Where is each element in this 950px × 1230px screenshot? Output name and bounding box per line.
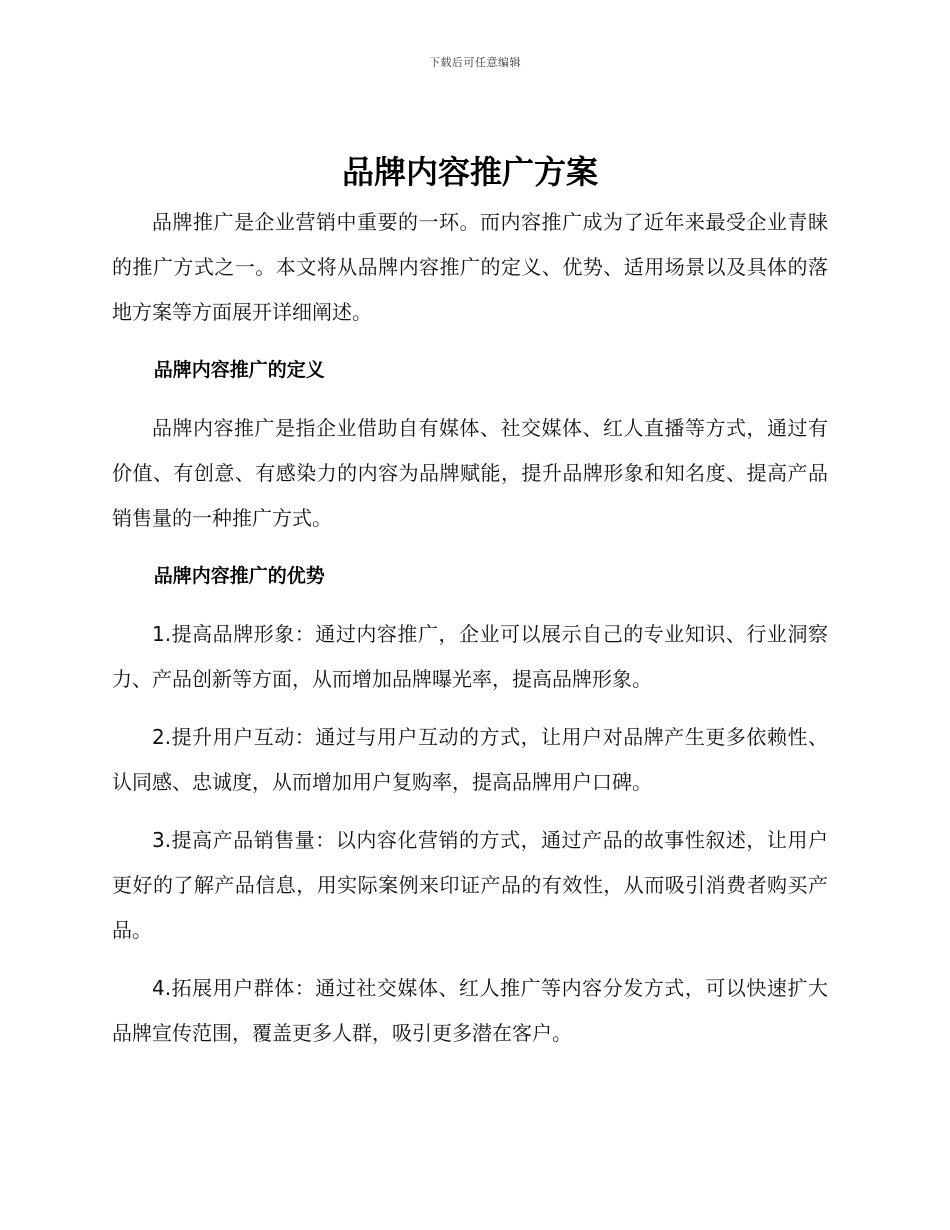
document-title: 品牌内容推广方案 [341, 153, 598, 191]
definition-heading: 品牌内容推广的定义 [153, 359, 325, 381]
advantage-item-2: 2.提升用户互动：通过与用户互动的方式，让用户对品牌产生更多依赖性、认同感、忠诚度，从而增加用户复购率，提高品牌用户口碑。 [112, 725, 828, 794]
intro-paragraph: 品牌推广是企业营销中重要的一环。而内容推广成为了近年来最受企业青睐的推广方式之一。本文将从品牌内容推广的定义、优势、适用场景以及具体的落地方案等方面展开详细阐述。 [112, 210, 828, 324]
advantage-item-3: 3.提高产品销售量：以内容化营销的方式，通过产品的故事性叙述，让用户更好的了解产品信息，用实际案例来印证产品的有效性，从而吸引消费者购买产品。 [112, 828, 828, 942]
advantage-item-1: 1.提高品牌形象：通过内容推广，企业可以展示自己的专业知识、行业洞察力、产品创新等方面，从而增加品牌曝光率，提高品牌形象。 [112, 622, 828, 691]
advantages-heading: 品牌内容推广的优势 [153, 565, 325, 587]
document-body [112, 150, 828, 1056]
header-note: 下载后可任意编辑 [429, 56, 521, 69]
advantage-item-4: 4.拓展用户群体：通过社交媒体、红人推广等内容分发方式，可以快速扩大品牌宣传范围，覆盖更多人群，吸引更多潜在客户。 [112, 976, 828, 1045]
definition-paragraph: 品牌内容推广是指企业借助自有媒体、社交媒体、红人直播等方式，通过有价值、有创意、有感染力的内容为品牌赋能，提升品牌形象和知名度、提高产品销售量的一种推广方式。 [112, 416, 828, 530]
